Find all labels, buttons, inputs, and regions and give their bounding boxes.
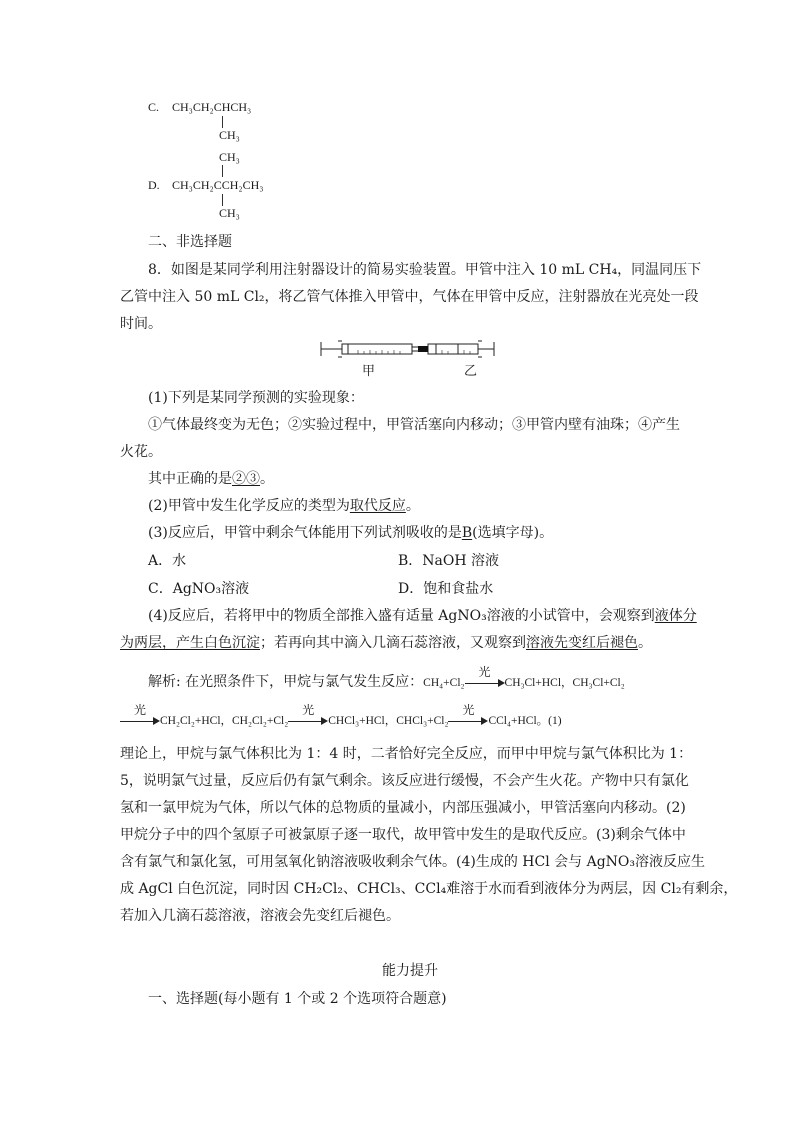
option-c-branch: CH₃ <box>219 128 240 142</box>
q8-part4-answer1-part1: 液体分 <box>654 608 697 624</box>
q8-part1-title: (1)下列是某同学预测的实验现象： <box>148 390 364 406</box>
light-label-1: 光 <box>478 665 491 679</box>
section-heading-ability: 能力提升 <box>382 963 438 979</box>
q8-part4-mid: ；若再向其中滴入几滴石蕊溶液，又观察到 <box>260 635 526 651</box>
option-c-main-chain: CH₃CH₂CHCH₃ <box>172 100 252 114</box>
section-heading-nonchoice: 二、非选择题 <box>148 234 232 250</box>
q8-part4-prefix: (4)反应后，若将甲中的物质全部推入盛有适量 AgNO₃溶液的小试管中，会观察到 <box>148 608 655 624</box>
q8-part4-line1 <box>148 606 697 626</box>
analysis-intro: 在光照条件下，甲烷与氯气发生反应： <box>180 674 424 690</box>
light-label-2: 光 <box>133 703 146 717</box>
q8-option-a: A．水 <box>148 553 187 569</box>
q8-part3-prefix: (3)反应后，甲管中剩余气体能用下列试剂吸收的是 <box>148 525 462 541</box>
q8-part2-prefix: (2)甲管中发生化学反应的类型为 <box>148 498 350 514</box>
q8-option-b: B．NaOH 溶液 <box>398 553 500 569</box>
q8-part1-options-line2: 火花。 <box>120 444 162 460</box>
light-label-3: 光 <box>302 703 315 717</box>
q8-line-3: 时间。 <box>120 316 162 332</box>
light-label-4: 光 <box>462 703 475 717</box>
label-tube-yi: 乙 <box>464 364 478 379</box>
syringe-apparatus-diagram <box>318 338 498 360</box>
q8-part1-answer-suffix: 。 <box>260 471 274 487</box>
analysis-para-line3: 氢和一氯甲烷为气体，所以气体的总物质的量减小，内部压强减小，甲管活塞向内移动。(2) <box>120 800 686 816</box>
analysis-para-line4: 甲烷分子中的四个氢原子可被氯原子逐一取代，故甲管中发生的是取代反应。(3)剩余气体中 <box>120 827 686 843</box>
analysis-para-line1: 理论上，甲烷与氯气体积比为 1：4 时，二者恰好完全反应，而甲中甲烷与氯气体积比为 1： <box>120 746 693 762</box>
q8-line-2: 乙管中注入 50 mL Cl₂，将乙管气体推入甲管中，气体在甲管中反应，注射器放在光亮处一段 <box>120 289 699 305</box>
section-heading-choice: 一、选择题(每小题有 1 个或 2 个选项符合题意) <box>148 991 447 1007</box>
q8-part4-end: 。 <box>638 635 652 651</box>
reaction-1-left: CH₄+Cl₂ <box>423 677 465 689</box>
analysis-para-line5: 含有氯气和氯化氢，可用氢氧化钠溶液吸收剩余气体。(4)生成的 HCl 会与 AgNO₃溶液反应生 <box>120 854 705 870</box>
q8-line-1: 8．如图是某同学利用注射器设计的简易实验装置。甲管中注入 10 mL CH₄，同温同压下 <box>148 262 702 278</box>
light-arrow-4 <box>448 703 488 730</box>
light-arrow-2 <box>120 703 160 730</box>
q8-part4-answer1-part2: 为两层，产生白色沉淀 <box>120 635 260 651</box>
q8-part1-answer-prefix: 其中正确的是 <box>148 471 232 487</box>
q8-part3-answer: B <box>461 525 473 541</box>
q8-part2-answer: 取代反应 <box>349 498 406 514</box>
light-arrow-3 <box>288 703 328 730</box>
option-c-bond <box>222 116 223 128</box>
analysis-line1 <box>148 665 625 692</box>
label-tube-jia: 甲 <box>362 364 376 379</box>
option-d-bottom-branch: CH₃ <box>219 206 240 220</box>
option-d-top-branch: CH₃ <box>219 150 240 164</box>
option-d-bottom-bond <box>222 194 223 206</box>
q8-option-c: C．AgNO₃溶液 <box>148 581 250 597</box>
q8-part1-answer: ②③ <box>232 471 260 487</box>
q8-part2-suffix: 。 <box>405 498 420 514</box>
light-arrow-1 <box>465 665 505 692</box>
reaction-1-right: CH₃Cl+HCl，CH₃Cl+Cl₂ <box>504 677 625 689</box>
q8-part4-line2 <box>120 633 652 653</box>
analysis-para-line7: 若加入几滴石蕊溶液，溶液会先变红后褪色。 <box>120 908 400 924</box>
analysis-line2 <box>120 703 562 730</box>
q8-part3-line <box>148 523 553 543</box>
analysis-para-line2: 5，说明氯气过量，反应后仍有氯气剩余。该反应进行缓慢，不会产生火花。产物中只有氯化 <box>120 773 689 789</box>
q8-option-d: D．饱和食盐水 <box>398 581 494 597</box>
option-d-top-bond <box>222 165 223 177</box>
reaction-4-right: CCl₄+HCl。(1) <box>488 715 562 727</box>
reaction-3-right: CHCl₃+HCl，CHCl₃+Cl₂ <box>328 715 449 727</box>
q8-part1-options-line1: ①气体最终变为无色；②实验过程中，甲管活塞向内移动；③甲管内壁有油珠；④产生 <box>148 417 680 433</box>
reaction-2-right: CH₂Cl₂+HCl，CH₂Cl₂+Cl₂ <box>160 715 289 727</box>
option-d-main-chain: CH₃CH₂CCH₂CH₃ <box>172 178 264 192</box>
q8-part2-line <box>148 496 420 516</box>
option-d-label: D. <box>148 178 160 192</box>
analysis-label: 解析: <box>148 674 181 690</box>
q8-part4-answer2: 溶液先变红后褪色 <box>526 635 638 651</box>
q8-part3-suffix: (选填字母)。 <box>472 525 554 541</box>
q8-part1-answer-line <box>148 469 274 489</box>
analysis-para-line6: 成 AgCl 白色沉淀，同时因 CH₂Cl₂、CHCl₃、CCl₄难溶于水而看到液体分为两层，因 Cl₂有剩余， <box>120 881 738 897</box>
option-c-label: C. <box>148 100 160 114</box>
